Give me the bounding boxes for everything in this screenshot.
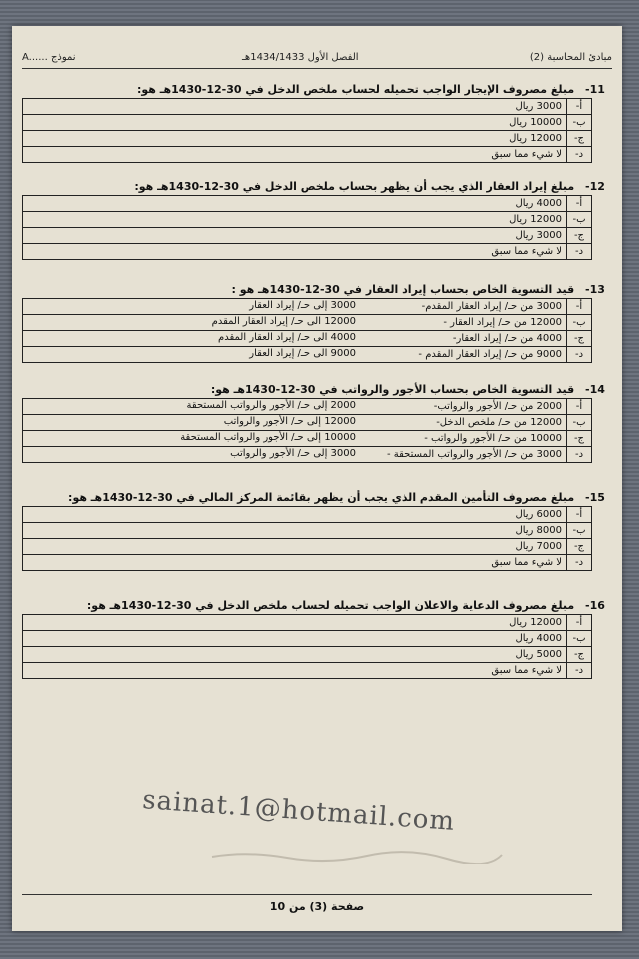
option-letter: د-	[567, 447, 592, 463]
option-text: لا شيء مما سبق	[491, 557, 562, 568]
option-letter: د-	[567, 555, 592, 571]
options-table	[22, 614, 592, 679]
question-text: قيد التسوية الخاص بحساب الأجور والرواتب في 30-12-1430هـ هو:	[210, 383, 575, 396]
option-letter: ب-	[567, 115, 592, 131]
option-row	[23, 131, 592, 147]
header-divider	[22, 68, 612, 69]
option-value	[23, 131, 567, 147]
option-letter: ب-	[567, 315, 592, 331]
option-value	[23, 431, 567, 447]
option-credit: 3000 إلى حـ/ الأجور والرواتب	[230, 448, 356, 459]
question-text: مبلغ مصروف الإيجار الواجب تحميله لحساب ملخص الدخل في 30-12-1430هـ هو:	[137, 83, 575, 96]
option-row	[23, 347, 592, 363]
option-value	[23, 507, 567, 523]
option-value	[23, 415, 567, 431]
option-letter: ج-	[567, 647, 592, 663]
option-credit: 9000 الى حـ/ إيراد العقار	[249, 348, 356, 359]
option-row	[23, 415, 592, 431]
question-title	[22, 179, 612, 195]
question-15	[22, 490, 612, 571]
page-number: صفحة (3) من 10	[269, 900, 365, 913]
option-letter: د-	[567, 147, 592, 163]
option-row	[23, 244, 592, 260]
model-letter: A	[22, 52, 29, 63]
option-row	[23, 212, 592, 228]
option-letter: د-	[567, 663, 592, 679]
option-row	[23, 647, 592, 663]
option-row	[23, 147, 592, 163]
option-text: 8000 ريال	[515, 525, 562, 536]
model-dots: ......	[28, 52, 48, 63]
option-row	[23, 299, 592, 315]
option-value	[23, 615, 567, 631]
options-table	[22, 298, 592, 363]
option-text: 10000 ريال	[509, 117, 562, 128]
option-text: لا شيء مما سبق	[491, 149, 562, 160]
question-title	[22, 490, 612, 506]
option-row	[23, 315, 592, 331]
question-number: 16-	[585, 599, 605, 612]
question-number: 13-	[585, 283, 605, 296]
option-value	[23, 555, 567, 571]
model-field	[22, 52, 76, 63]
option-credit: 4000 الى حـ/ إيراد العقار المقدم	[218, 332, 356, 343]
option-letter: ب-	[567, 523, 592, 539]
options-table	[22, 506, 592, 571]
option-value	[23, 447, 567, 463]
option-value	[23, 539, 567, 555]
option-value	[23, 631, 567, 647]
question-11	[22, 82, 612, 163]
option-value	[23, 115, 567, 131]
option-debit: 10000 من حـ/ الأجور والرواتب -	[424, 433, 562, 444]
exam-page	[12, 26, 622, 931]
option-row	[23, 99, 592, 115]
question-title	[22, 282, 612, 298]
option-value	[23, 647, 567, 663]
option-row	[23, 663, 592, 679]
option-row	[23, 507, 592, 523]
option-letter: ج-	[567, 431, 592, 447]
option-row	[23, 228, 592, 244]
option-row	[23, 399, 592, 415]
option-letter: أ-	[567, 99, 592, 115]
option-row	[23, 555, 592, 571]
option-letter: د-	[567, 244, 592, 260]
option-text: 5000 ريال	[515, 649, 562, 660]
option-letter: أ-	[567, 196, 592, 212]
options-table	[22, 98, 592, 163]
question-text: مبلغ مصروف الدعاية والاعلان الواجب تحميله لحساب ملخص الدخل في 30-12-1430هـ هو:	[86, 599, 575, 612]
question-16	[22, 598, 612, 679]
option-debit: 12000 من حـ/ إيراد العقار -	[443, 317, 562, 328]
option-text: 6000 ريال	[515, 509, 562, 520]
question-text: مبلغ مصروف التأمين المقدم الذي يجب أن يظهر بقائمة المركز المالي في 30-12-1430هـ هو:	[68, 491, 575, 504]
option-value	[23, 244, 567, 260]
option-row	[23, 539, 592, 555]
option-value	[23, 347, 567, 363]
option-debit: 3000 من حـ/ الأجور والرواتب المستحقة -	[386, 449, 562, 460]
option-value	[23, 99, 567, 115]
option-letter: ب-	[567, 212, 592, 228]
option-letter: ج-	[567, 131, 592, 147]
option-text: 7000 ريال	[515, 541, 562, 552]
option-debit: 2000 من حـ/ الأجور والرواتب-	[433, 401, 562, 412]
option-value	[23, 331, 567, 347]
question-text: مبلغ إيراد العقار الذي يجب أن يظهر بحساب ملخص الدخل في 30-12-1430هـ هو:	[134, 180, 575, 193]
option-credit: 3000 إلى حـ/ إيراد العقار	[249, 300, 356, 311]
option-text: 12000 ريال	[509, 214, 562, 225]
question-title	[22, 598, 612, 614]
option-text: 3000 ريال	[515, 230, 562, 241]
option-debit: 3000 من حـ/ إيراد العقار المقدم-	[421, 301, 562, 312]
option-letter: ج-	[567, 331, 592, 347]
email-watermark: sainat.1@hotmail.com	[141, 785, 457, 837]
option-value	[23, 315, 567, 331]
option-debit: 9000 من حـ/ إيراد العقار المقدم -	[418, 349, 562, 360]
options-table	[22, 195, 592, 260]
question-number: 14-	[585, 383, 605, 396]
question-title	[22, 382, 612, 398]
course-title: مبادئ المحاسبة (2)	[529, 52, 612, 63]
option-row	[23, 523, 592, 539]
option-value	[23, 228, 567, 244]
question-14	[22, 382, 612, 463]
question-13	[22, 282, 612, 363]
option-row	[23, 196, 592, 212]
question-title	[22, 82, 612, 98]
option-value	[23, 663, 567, 679]
option-text: 4000 ريال	[515, 198, 562, 209]
option-letter: د-	[567, 347, 592, 363]
option-value	[23, 523, 567, 539]
question-12	[22, 179, 612, 260]
option-text: 12000 ريال	[509, 133, 562, 144]
term-label: الفصل الأول 1434/1433هـ	[242, 52, 359, 63]
question-text: قيد التسوية الخاص بحساب إيراد العقار في 30-12-1430هـ هو :	[231, 283, 575, 296]
question-number: 15-	[585, 491, 605, 504]
option-value	[23, 212, 567, 228]
faint-scribble	[207, 848, 507, 864]
page-header	[22, 52, 612, 66]
faint-watermark	[207, 848, 507, 866]
option-credit: 12000 إلى حـ/ الأجور والرواتب	[223, 416, 356, 427]
question-number: 12-	[585, 180, 605, 193]
option-text: 12000 ريال	[509, 617, 562, 628]
option-value	[23, 399, 567, 415]
option-row	[23, 447, 592, 463]
option-debit: 4000 من حـ/ إيراد العقار-	[452, 333, 562, 344]
option-row	[23, 331, 592, 347]
option-text: 4000 ريال	[515, 633, 562, 644]
model-label: نموذج	[50, 52, 76, 63]
option-letter: ب-	[567, 415, 592, 431]
option-row	[23, 115, 592, 131]
option-text: لا شيء مما سبق	[491, 246, 562, 257]
option-letter: ج-	[567, 539, 592, 555]
option-letter: أ-	[567, 299, 592, 315]
footer-divider	[22, 894, 592, 895]
option-row	[23, 631, 592, 647]
option-row	[23, 615, 592, 631]
option-letter: أ-	[567, 615, 592, 631]
option-letter: ب-	[567, 631, 592, 647]
option-text: 3000 ريال	[515, 101, 562, 112]
option-letter: أ-	[567, 399, 592, 415]
option-credit: 12000 الى حـ/ إيراد العقار المقدم	[211, 316, 356, 327]
option-row	[23, 431, 592, 447]
options-table	[22, 398, 592, 463]
option-value	[23, 147, 567, 163]
option-letter: أ-	[567, 507, 592, 523]
option-value	[23, 299, 567, 315]
option-credit: 10000 إلى حـ/ الأجور والرواتب المستحقة	[180, 432, 356, 443]
option-text: لا شيء مما سبق	[491, 665, 562, 676]
option-value	[23, 196, 567, 212]
option-letter: ج-	[567, 228, 592, 244]
question-number: 11-	[585, 83, 605, 96]
option-credit: 2000 إلى حـ/ الأجور والرواتب المستحقة	[186, 400, 356, 411]
option-debit: 12000 من حـ/ ملخص الدخل-	[436, 417, 562, 428]
